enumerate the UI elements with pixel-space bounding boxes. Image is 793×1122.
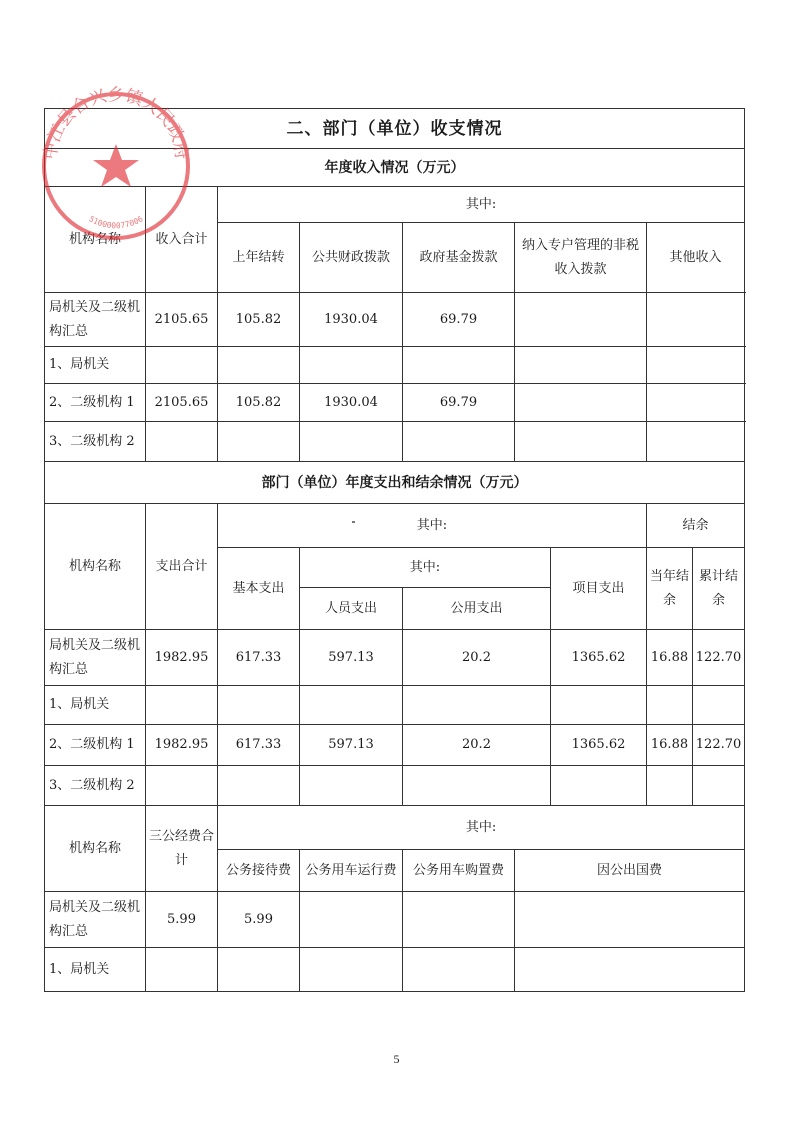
cell-value <box>515 892 745 948</box>
cell-value: 597.13 <box>300 630 403 686</box>
cell-value <box>300 766 403 806</box>
table-row <box>45 347 745 384</box>
cell-total: 5.99 <box>146 892 218 948</box>
sangong-col-car-purchase: 公务用车购置费 <box>403 850 515 892</box>
cell-value <box>403 766 551 806</box>
cell-value <box>403 892 515 948</box>
cell-value <box>515 384 647 422</box>
cell-value <box>218 766 300 806</box>
expense-col-project: 项目支出 <box>551 548 647 630</box>
cell-total <box>146 347 218 384</box>
table-row <box>45 384 745 422</box>
table-row <box>45 725 745 766</box>
cell-value: 16.88 <box>647 630 693 686</box>
cell-value <box>218 347 300 384</box>
table-row <box>45 422 745 462</box>
cell-value <box>403 686 551 725</box>
cell-value: 1930.04 <box>300 293 403 347</box>
income-col-nontax: 纳入专户管理的非税收入拨款 <box>515 223 647 293</box>
cell-value: 1365.62 <box>551 725 647 766</box>
seal-star-icon <box>93 144 139 187</box>
cell-value <box>403 347 515 384</box>
row-name: 局机关及二级机构汇总 <box>45 630 146 686</box>
cell-total <box>146 422 218 462</box>
row-name: 3、二级机构 2 <box>45 766 146 806</box>
cell-value <box>515 948 745 992</box>
cell-total: 1982.95 <box>146 725 218 766</box>
cell-total: 2105.65 <box>146 293 218 347</box>
cell-total <box>146 948 218 992</box>
cell-value <box>300 686 403 725</box>
cell-value: 122.70 <box>693 630 745 686</box>
cell-value <box>693 766 745 806</box>
sangong-col-name: 机构名称 <box>45 806 146 892</box>
cell-value: 105.82 <box>218 384 300 422</box>
expense-col-name: 机构名称 <box>45 504 146 630</box>
table-row <box>45 293 745 347</box>
cell-value <box>218 686 300 725</box>
cell-value <box>647 686 693 725</box>
cell-value: 105.82 <box>218 293 300 347</box>
row-name: 局机关及二级机构汇总 <box>45 892 146 948</box>
cell-value <box>647 384 745 422</box>
cell-value: 20.2 <box>403 630 551 686</box>
cell-value: 5.99 <box>218 892 300 948</box>
cell-value <box>647 766 693 806</box>
row-name: 1、局机关 <box>45 686 146 725</box>
page-title: 二、部门（单位）收支情况 <box>45 109 745 149</box>
cell-value: 617.33 <box>218 725 300 766</box>
cell-value: 122.70 <box>693 725 745 766</box>
cell-total: 1982.95 <box>146 630 218 686</box>
scan-speck <box>352 521 355 523</box>
income-col-gov-fund: 政府基金拨款 <box>403 223 515 293</box>
table-row <box>45 892 745 948</box>
cell-value <box>218 422 300 462</box>
sangong-group-header: 其中: <box>218 806 745 850</box>
seal-number: 510000077006 <box>87 214 145 231</box>
expense-basic-group: 其中: <box>300 548 551 588</box>
sangong-col-reception: 公务接待费 <box>218 850 300 892</box>
cell-total <box>146 686 218 725</box>
expense-col-cumulative: 累计结余 <box>693 548 745 630</box>
cell-value <box>403 948 515 992</box>
cell-value <box>300 948 403 992</box>
table-row <box>45 766 745 806</box>
row-name: 1、局机关 <box>45 347 146 384</box>
cell-value <box>300 422 403 462</box>
cell-total <box>146 766 218 806</box>
cell-value: 69.79 <box>403 293 515 347</box>
expense-group-header: 其中: <box>218 504 647 548</box>
cell-value <box>647 347 745 384</box>
row-name: 2、二级机构 1 <box>45 725 146 766</box>
cell-value <box>515 293 647 347</box>
expense-col-personnel: 人员支出 <box>300 588 403 630</box>
cell-value <box>647 422 745 462</box>
income-group-header: 其中: <box>218 187 745 223</box>
cell-value <box>515 422 647 462</box>
cell-value: 20.2 <box>403 725 551 766</box>
cell-value: 69.79 <box>403 384 515 422</box>
cell-value: 1365.62 <box>551 630 647 686</box>
income-col-total: 收入合计 <box>146 187 218 293</box>
income-col-carryover: 上年结转 <box>218 223 300 293</box>
cell-value: 16.88 <box>647 725 693 766</box>
expense-col-balance: 结余 <box>647 504 745 548</box>
row-name: 局机关及二级机构汇总 <box>45 293 146 347</box>
expense-heading: 部门（单位）年度支出和结余情况（万元） <box>45 462 745 504</box>
cell-value <box>300 892 403 948</box>
cell-value: 1930.04 <box>300 384 403 422</box>
table-row <box>45 686 745 725</box>
cell-value: 617.33 <box>218 630 300 686</box>
cell-value <box>403 422 515 462</box>
table-row <box>45 948 745 992</box>
cell-value <box>551 686 647 725</box>
income-col-public-finance: 公共财政拨款 <box>300 223 403 293</box>
expense-col-public: 公用支出 <box>403 588 551 630</box>
page-number: 5 <box>393 1052 400 1066</box>
cell-value <box>300 347 403 384</box>
sangong-col-total: 三公经费合计 <box>146 806 218 892</box>
income-col-name: 机构名称 <box>45 187 146 293</box>
cell-value <box>551 766 647 806</box>
row-name: 3、二级机构 2 <box>45 422 146 462</box>
income-heading: 年度收入情况（万元） <box>45 149 745 187</box>
income-col-other: 其他收入 <box>647 223 745 293</box>
seal-text: 中江县合兴乡镇人民政府 <box>40 86 192 161</box>
row-name: 1、局机关 <box>45 948 146 992</box>
cell-total: 2105.65 <box>146 384 218 422</box>
cell-value: 597.13 <box>300 725 403 766</box>
cell-value <box>647 293 745 347</box>
expense-col-current: 当年结余 <box>647 548 693 630</box>
expense-col-total: 支出合计 <box>146 504 218 630</box>
row-name: 2、二级机构 1 <box>45 384 146 422</box>
sangong-col-overseas: 因公出国费 <box>515 850 745 892</box>
cell-value <box>218 948 300 992</box>
table-row <box>45 630 745 686</box>
cell-value <box>693 686 745 725</box>
expense-col-basic: 基本支出 <box>218 548 300 630</box>
sangong-col-car-operation: 公务用车运行费 <box>300 850 403 892</box>
official-seal-stamp <box>36 86 196 246</box>
cell-value <box>515 347 647 384</box>
